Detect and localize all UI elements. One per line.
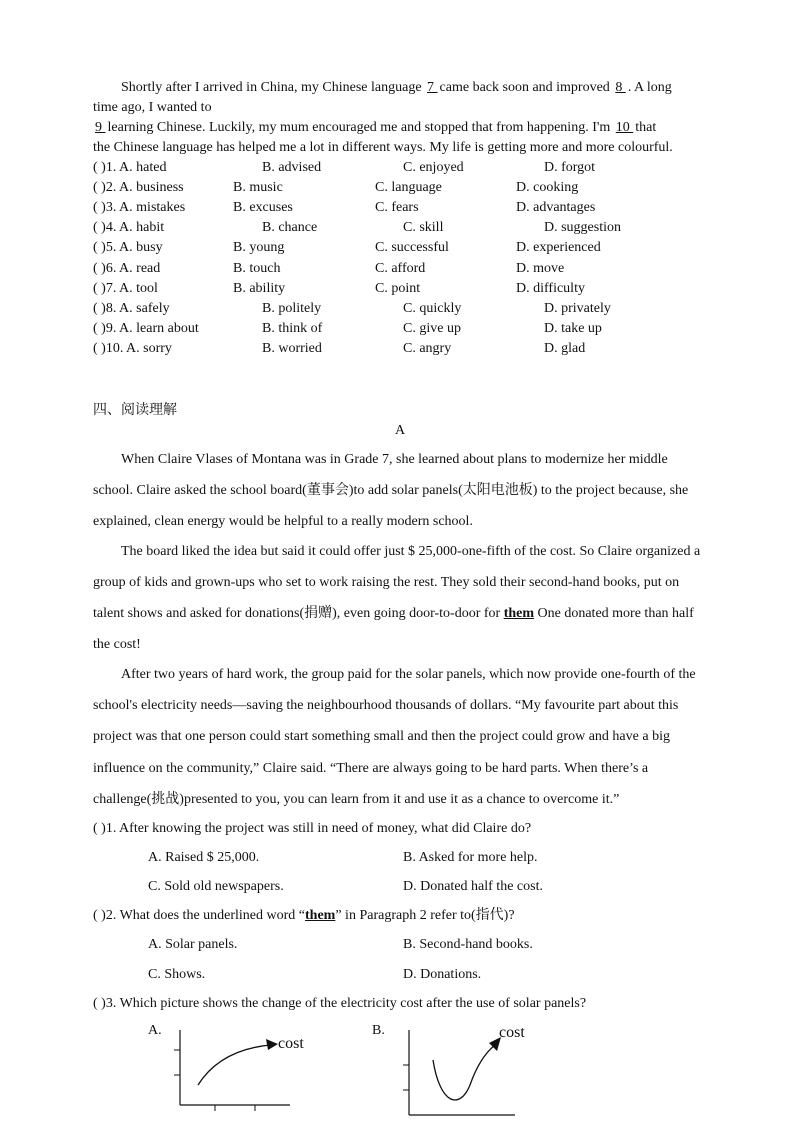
cloze-option-c: C. afford (375, 260, 426, 276)
cloze-option-c: C. quickly (403, 300, 462, 316)
option-2b: B. Second-hand books. (403, 937, 533, 952)
passage-line: school's electricity needs—saving the neighbourhood thousands of dollars. “My favourite part about this (93, 698, 679, 713)
graph-a-cost-label: cost (278, 1035, 304, 1052)
underlined-word-them: them (503, 606, 535, 621)
passage-line: influence on the community,” Claire said. “There are always going to be hard parts. When there’s a (93, 761, 649, 776)
cloze-option-c: C. skill (403, 220, 444, 236)
cloze-option-b: B. worried (262, 340, 322, 356)
graph-a-label: A. (148, 1023, 162, 1038)
cloze-option-b: B. chance (262, 220, 318, 236)
graph-a (160, 1025, 340, 1130)
cloze-line-3 (93, 119, 656, 137)
section-title: 四、阅读理解 (93, 403, 177, 418)
cloze-question-number-option-a: ( )5. A. busy (93, 240, 163, 256)
cloze-option-b: B. touch (233, 260, 281, 276)
cloze-text: that (635, 120, 657, 135)
cloze-question-number-option-a: ( )1. A. hated (93, 160, 167, 175)
graph-b (385, 1015, 565, 1130)
cloze-option-c: C. point (375, 280, 421, 296)
cloze-text: . A long (627, 80, 672, 95)
cloze-option-c: C. enjoyed (403, 160, 464, 175)
cloze-text: learning Chinese. Luckily, my mum encouraged me and stopped that from happening. I'm (107, 120, 614, 135)
reading-question-3: ( )3. Which picture shows the change of the electricity cost after the use of solar panels? (93, 996, 587, 1011)
cloze-option-d: D. take up (544, 320, 602, 336)
cloze-option-d: D. move (516, 260, 565, 276)
cloze-option-b: B. politely (262, 300, 322, 316)
graph-b-cost-label: cost (499, 1024, 525, 1041)
cloze-question-number-option-a: ( )3. A. mistakes (93, 200, 186, 216)
cloze-question-number-option-a: ( )2. A. business (93, 180, 184, 196)
graph-b-label: B. (372, 1023, 385, 1038)
graph-b-curve (433, 1045, 495, 1100)
option-2c: C. Shows. (148, 967, 206, 982)
passage-line: school. Claire asked the school board(董事会)to add solar panels(太阳电池板) to the project because, she (93, 483, 689, 498)
cloze-option-c: C. angry (403, 340, 452, 356)
cloze-option-d: D. privately (544, 300, 611, 316)
passage-line (93, 605, 694, 623)
question-text: ” in Paragraph 2 refer to(指代)? (335, 908, 515, 923)
cloze-question-number-option-a: ( )7. A. tool (93, 280, 158, 296)
arrow-icon (266, 1039, 278, 1050)
reading-question-2 (93, 907, 515, 925)
cloze-option-d: D. forgot (544, 160, 596, 175)
cloze-question-number-option-a: ( )8. A. safely (93, 300, 170, 316)
cloze-option-d: D. cooking (516, 180, 579, 196)
graph-a-curve (198, 1045, 270, 1085)
option-1b: B. Asked for more help. (403, 850, 538, 865)
option-1c: C. Sold old newspapers. (148, 879, 284, 894)
passage-line: explained, clean energy would be helpful to a really modern school. (93, 514, 473, 529)
blank-9: 9 (95, 120, 106, 135)
cloze-option-c: C. successful (375, 240, 449, 256)
cloze-text: came back soon and improved (439, 80, 614, 95)
cloze-option-b: B. music (233, 180, 283, 196)
passage-line: After two years of hard work, the group paid for the solar panels, which now provide one-fourth of the (121, 667, 696, 682)
passage-line: the cost! (93, 637, 141, 652)
cloze-line-1 (121, 79, 672, 97)
cloze-question-number-option-a: ( )6. A. read (93, 260, 161, 276)
cloze-option-c: C. fears (375, 200, 419, 216)
blank-10: 10 (615, 120, 634, 135)
cloze-question-number-option-a: ( )4. A. habit (93, 220, 165, 236)
cloze-line-4: the Chinese language has helped me a lot in different ways. My life is getting more and more colourful. (93, 140, 673, 155)
reading-question-1: ( )1. After knowing the project was still in need of money, what did Claire do? (93, 821, 532, 836)
cloze-question-number-option-a: ( )9. A. learn about (93, 320, 199, 336)
cloze-option-d: D. experienced (516, 240, 601, 256)
cloze-option-d: D. suggestion (544, 220, 621, 236)
passage-line: project was that one person could start something small and then the project could grow and have a big (93, 729, 670, 744)
option-2d: D. Donations. (403, 967, 482, 982)
cloze-text: Shortly after I arrived in China, my Chinese language (121, 80, 426, 95)
passage-line: The board liked the idea but said it could offer just $ 25,000-one-fifth of the cost. So Claire organized a (121, 544, 701, 559)
cloze-line-2: time ago, I wanted to (93, 100, 212, 115)
question-text: ( )2. What does the underlined word “ (93, 908, 306, 923)
passage-text: One donated more than half (534, 606, 694, 621)
cloze-option-d: D. advantages (516, 200, 596, 216)
cloze-option-b: B. advised (262, 160, 322, 175)
blank-8: 8 (615, 80, 626, 95)
option-1a: A. Raised $ 25,000. (148, 850, 260, 865)
cloze-option-c: C. give up (403, 320, 461, 336)
option-1d: D. Donated half the cost. (403, 879, 543, 894)
cloze-option-b: B. ability (233, 280, 286, 296)
blank-7: 7 (427, 80, 438, 95)
passage-line: challenge(挑战)presented to you, you can learn from it and use it as a chance to overcome it.” (93, 792, 620, 807)
option-2a: A. Solar panels. (148, 937, 238, 952)
passage-line: group of kids and grown-ups who set to work raising the rest. They sold their second-hand books, put on (93, 575, 680, 590)
passage-label: A (394, 423, 406, 438)
cloze-option-d: D. glad (544, 340, 586, 356)
underlined-word-them: them (305, 908, 336, 923)
cloze-option-b: B. young (233, 240, 285, 256)
passage-text: talent shows and asked for donations(捐赠), even going door-to-door for (93, 606, 504, 621)
cloze-option-b: B. excuses (233, 200, 293, 216)
cloze-option-c: C. language (375, 180, 442, 196)
cloze-option-d: D. difficulty (516, 280, 585, 296)
cloze-question-number-option-a: ( )10. A. sorry (93, 340, 172, 356)
cloze-option-b: B. think of (262, 320, 323, 336)
passage-line: When Claire Vlases of Montana was in Grade 7, she learned about plans to modernize her middle (121, 452, 668, 467)
